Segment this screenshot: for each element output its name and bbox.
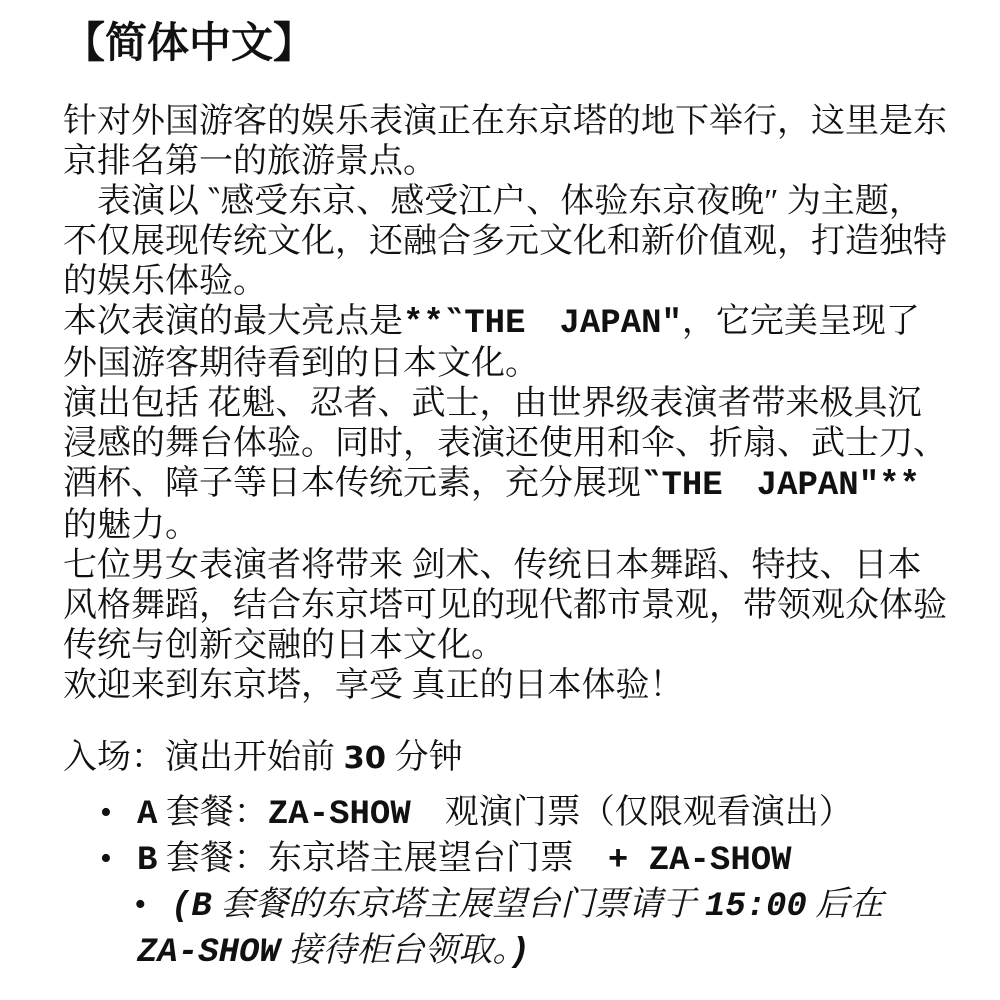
emphasis-za-show: + ZA-SHOW bbox=[607, 842, 792, 881]
text-segment: ，它完美呈现了外国游客期待看到的日本文化。 bbox=[63, 303, 920, 383]
text-segment: 表演以 ‶感受东京、感受江户、体验东京夜晚″ 为主题，不仅展现传统文化，还融合多元文化和新价值观，打造独特的娱乐体验。 bbox=[63, 183, 947, 301]
package-list bbox=[63, 791, 951, 975]
list-item-package-a bbox=[137, 791, 951, 837]
text-segment: 套餐的东京塔主展望台门票请于 bbox=[211, 886, 705, 924]
text-segment: 后在 bbox=[806, 886, 884, 924]
emphasis-the-japan: **‶THE JAPAN″ bbox=[403, 305, 682, 344]
text-segment: 本次表演的最大亮点是 bbox=[63, 303, 403, 341]
document-body bbox=[63, 102, 951, 975]
pickup-time-value: 15:00 bbox=[704, 888, 807, 927]
text-segment: 套餐： bbox=[157, 794, 268, 832]
package-b-label: B bbox=[137, 842, 158, 881]
paragraph-performance bbox=[63, 384, 951, 546]
paragraph-welcome bbox=[63, 666, 951, 706]
text-segment: 演出包括 花魁、忍者、武士，由世界级表演者带来极具沉浸感的舞台体验。同时，表演还使用和伞、折扇、武士刀、酒杯、障子等日本传统元素，充分展现 bbox=[63, 385, 947, 503]
emphasis-the-japan: ‶THE JAPAN″** bbox=[641, 467, 920, 506]
list-item-package-b bbox=[137, 837, 951, 883]
emphasis-za-show: ZA-SHOW bbox=[137, 934, 280, 973]
paragraph-theme bbox=[63, 182, 951, 302]
text-segment: 的魅力。 bbox=[63, 507, 199, 545]
text-segment: 针对外国游客的娱乐表演正在东京塔的地下举行，这里是东京排名第一的旅游景点。 bbox=[63, 103, 947, 181]
emphasis-za-show: ZA-SHOW bbox=[267, 796, 411, 835]
text-segment: 欢迎来到东京塔，享受 真正的日本体验！ bbox=[63, 667, 684, 705]
paragraph-performers bbox=[63, 546, 951, 666]
admission-info bbox=[63, 738, 951, 779]
package-a-label: A bbox=[137, 796, 158, 835]
text-segment: 套餐：东京塔主展望台门票 bbox=[157, 840, 608, 878]
text-segment: 观演门票（仅限观看演出） bbox=[410, 794, 853, 832]
admission-minutes-value: 30 bbox=[343, 741, 387, 777]
text-segment: 分钟 bbox=[386, 739, 463, 777]
page-title: 【简体中文】 bbox=[63, 21, 316, 67]
list-item-package-b-note bbox=[137, 883, 951, 975]
text-segment: 七位男女表演者将带来 剑术、传统日本舞蹈、特技、日本风格舞蹈，结合东京塔可见的现代都市景观，带领观众体验传统与创新交融的日本文化。 bbox=[63, 547, 947, 665]
text-segment: 接待柜台领取。 bbox=[279, 932, 510, 970]
text-segment: ) bbox=[509, 934, 530, 973]
paragraph-intro bbox=[63, 102, 951, 182]
paragraph-highlight bbox=[63, 302, 951, 384]
text-segment: (B bbox=[171, 888, 212, 927]
text-segment: 入场：演出开始前 bbox=[63, 739, 344, 777]
